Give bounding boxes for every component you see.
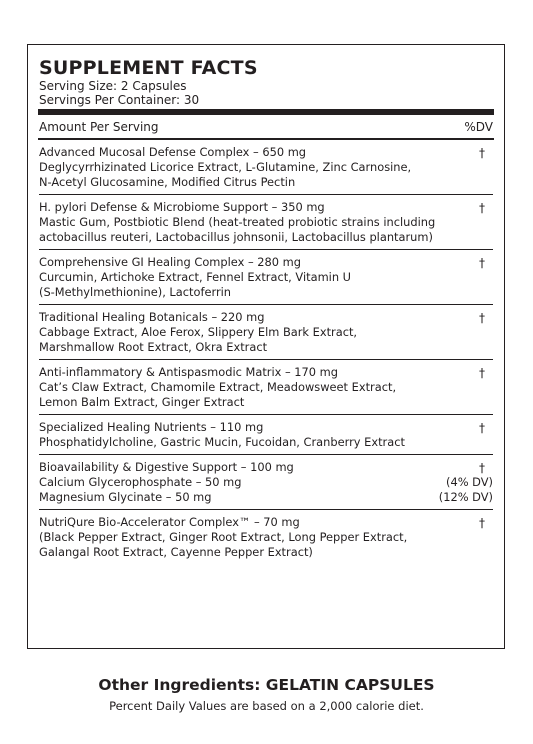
section-healing-nutrients bbox=[39, 414, 493, 454]
ingredient-row bbox=[39, 475, 493, 490]
dagger-mark: † bbox=[479, 366, 485, 380]
dagger-mark: † bbox=[479, 256, 485, 270]
ingredient-dv: (12% DV) bbox=[438, 490, 493, 504]
section-h-pylori-defense bbox=[39, 194, 493, 249]
section-ingredients: Cat’s Claw Extract, Chamomile Extract, Meadowsweet Extract, Lemon Balm Extract, Ginger Extract bbox=[39, 380, 397, 409]
section-heading: Advanced Mucosal Defense Complex – 650 mg bbox=[39, 145, 307, 159]
section-ingredients: (Black Pepper Extract, Ginger Root Extract, Long Pepper Extract, Galangal Root Extract, Cayenne Pepper Extract) bbox=[39, 530, 408, 559]
section-ingredients: Curcumin, Artichoke Extract, Fennel Extract, Vitamin U (S-Methylmethionine), Lactoferrin bbox=[39, 270, 352, 299]
dagger-mark: † bbox=[479, 311, 485, 325]
serving-size: Serving Size: 2 Capsules bbox=[39, 79, 187, 93]
panel-title: SUPPLEMENT FACTS bbox=[39, 57, 258, 79]
column-header bbox=[39, 115, 493, 138]
servings-per-container: Servings Per Container: 30 bbox=[39, 93, 200, 107]
section-bio-accelerator bbox=[39, 509, 493, 564]
section-heading: Bioavailability & Digestive Support – 100 mg bbox=[39, 460, 294, 474]
supplement-facts-panel bbox=[27, 44, 505, 649]
ingredient-row bbox=[39, 490, 493, 505]
dagger-mark: † bbox=[479, 421, 485, 435]
section-heading: NutriQure Bio-Accelerator Complex™ – 70 mg bbox=[39, 515, 300, 529]
section-anti-inflammatory bbox=[39, 359, 493, 414]
section-heading: H. pylori Defense & Microbiome Support – 350 mg bbox=[39, 200, 325, 214]
other-ingredients: Other Ingredients: GELATIN CAPSULES bbox=[98, 676, 435, 694]
section-ingredients: Deglycyrrhizinated Licorice Extract, L-Glutamine, Zinc Carnosine, N-Acetyl Glucosamine, Modified Citrus Pectin bbox=[39, 160, 412, 189]
section-healing-botanicals bbox=[39, 304, 493, 359]
section-heading: Anti-inflammatory & Antispasmodic Matrix – 170 mg bbox=[39, 365, 338, 379]
section-ingredients: Mastic Gum, Postbiotic Blend (heat-treated probiotic strains including actobacillus reuteri, Lactobacillus johnsonii, Lactobacillus plantarum) bbox=[39, 215, 436, 244]
dagger-mark: † bbox=[479, 146, 485, 160]
section-mucosal-defense bbox=[39, 140, 493, 194]
ingredient-label: Magnesium Glycinate – 50 mg bbox=[39, 490, 212, 504]
section-bioavailability bbox=[39, 454, 493, 509]
dagger-mark: † bbox=[479, 461, 485, 475]
dagger-mark: † bbox=[479, 201, 485, 215]
dv-header: %DV bbox=[464, 120, 493, 134]
dagger-mark: † bbox=[479, 516, 485, 530]
ingredient-label: Calcium Glycerophosphate – 50 mg bbox=[39, 475, 242, 489]
ingredient-dv: (4% DV) bbox=[446, 475, 493, 489]
section-heading: Comprehensive GI Healing Complex – 280 mg bbox=[39, 255, 301, 269]
section-ingredients: Cabbage Extract, Aloe Ferox, Slippery Elm Bark Extract, Marshmallow Root Extract, Okra Extract bbox=[39, 325, 358, 354]
section-heading: Traditional Healing Botanicals – 220 mg bbox=[39, 310, 265, 324]
amount-per-serving-header: Amount Per Serving bbox=[39, 120, 159, 134]
section-heading: Specialized Healing Nutrients – 110 mg bbox=[39, 420, 264, 434]
daily-value-footnote: Percent Daily Values are based on a 2,000 calorie diet. bbox=[109, 699, 424, 713]
section-gi-healing bbox=[39, 249, 493, 304]
section-ingredients: Phosphatidylcholine, Gastric Mucin, Fucoidan, Cranberry Extract bbox=[39, 435, 405, 449]
